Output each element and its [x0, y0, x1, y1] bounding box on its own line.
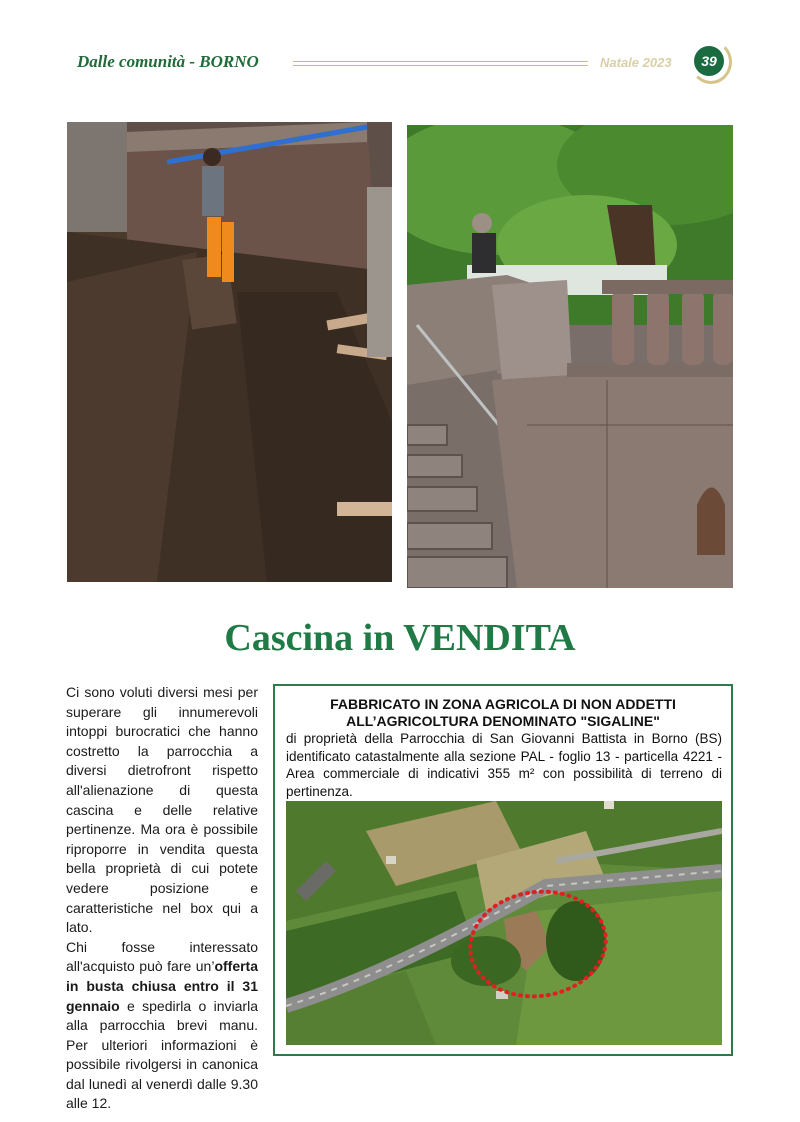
aerial-map	[286, 801, 722, 1045]
property-heading	[275, 696, 731, 730]
paragraph-offer	[66, 938, 258, 1114]
construction-site-photo	[67, 122, 392, 582]
section-title: Dalle comunità - BORNO	[77, 52, 259, 71]
offer-text-end: e spedirla o inviarla alla parrocchia brevi manu. Per ulteriori informazioni è possibile rivolgersi in canonica dal lunedì al venerdì dalle 9.30 alle 12.	[66, 997, 258, 1112]
offer-deadline: offerta in busta chiusa entro il 31 gennaio	[66, 958, 258, 1014]
stone-staircase-photo	[407, 125, 733, 588]
issue-label: Natale 2023	[600, 55, 672, 70]
property-heading-line1: FABBRICATO IN ZONA AGRICOLA DI NON ADDETTI	[330, 696, 676, 712]
property-info-box	[273, 684, 733, 1056]
header-divider	[293, 65, 588, 66]
header-divider	[293, 61, 588, 62]
page-number: 39	[694, 46, 724, 76]
offer-text: Chi fosse interessato all'acquisto può fare un’	[66, 938, 258, 975]
paragraph-intro: Ci sono voluti diversi mesi per superare gli innumerevoli intoppi burocratici che hanno costretto la parrocchia a diversi dietrofront rispetto all'alienazione di questa cascina e delle relative pertinenze. Ma ora è possibile riproporre in vendita questa bella proprietà di cui potete vedere posizione e caratteristiche nel box qui a lato.	[66, 684, 258, 936]
page-title: Cascina in VENDITA	[224, 617, 576, 659]
article-text	[66, 683, 258, 1114]
property-heading-line2: ALL’AGRICOLTURA DENOMINATO "SIGALINE"	[346, 713, 660, 729]
property-description: di proprietà della Parrocchia di San Giovanni Battista in Borno (BS) identificato catastalmente alla sezione PAL - foglio 13 - particella 4221 - Area commerciale di indicativi 355 m² con possibilità di terreno di pertinenza.	[286, 731, 722, 799]
